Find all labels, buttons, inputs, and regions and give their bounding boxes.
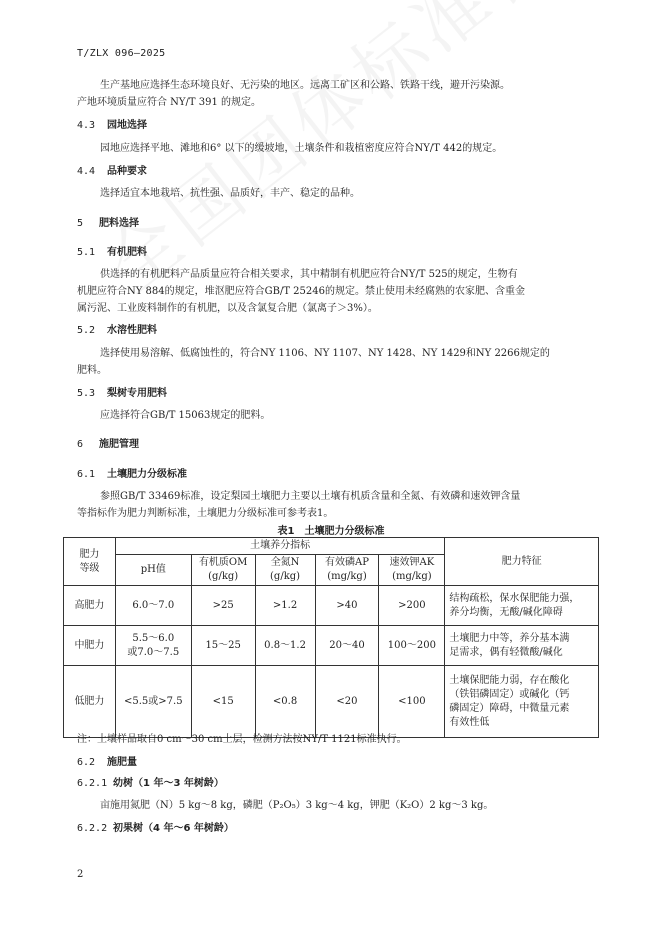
page-number: 2 — [77, 869, 84, 880]
section-5-1-line-2: 机肥应符合NY 884的规定，堆沤肥应符合GB/T 25246的规定。禁止使用未经腐熟的农家肥、含重金 — [77, 286, 525, 297]
intro-line-1: 生产基地应选择生态环境良好、无污染的地区。远离工矿区和公路、铁路干线，避开污染源。 — [100, 80, 510, 91]
intro-line-2: 产地环境质量应符合 NY/T 391 的规定。 — [77, 97, 262, 108]
section-6-1-line-2: 等指标作为肥力判断标准，土壤肥力分级标准可参考表1。 — [77, 508, 334, 519]
table-row: 高肥力 6.0～7.0 >25 >1.2 >40 >200 结构疏松，保水保肥能力强， 养分均衡，无酸/碱化障碍 — [64, 586, 599, 626]
table-caption: 表1 土壤肥力分级标准 — [277, 526, 385, 537]
section-5-2-line-1: 选择使用易溶解、低腐蚀性的，符合NY 1106、NY 1107、NY 1428、NY 1429和NY 2266规定的 — [100, 348, 550, 359]
table-header-row — [64, 538, 599, 555]
section-4-3-text: 园地应选择平地、滩地和6° 以下的缓坡地，土壤条件和栽植密度应符合NY/T 442的规定。 — [100, 143, 503, 154]
header-ph: pH值 — [115, 555, 191, 586]
section-6-2-2-heading: 6.2.2 初果树（4 年～6 年树龄） — [77, 823, 234, 834]
section-4-3-heading: 4.3 园地选择 — [77, 120, 147, 131]
header-level: 肥力 等级 — [64, 538, 116, 586]
table-row: 中肥力 5.5～6.0 或7.0～7.5 15～25 0.8～1.2 20～40 100～200 土壤肥力中等，养分基本满 足需求，偶有轻微酸/碱化 — [64, 626, 599, 666]
section-5-2-heading: 5.2 水溶性肥料 — [77, 325, 157, 336]
header-ak: 速效钾AK (mg/kg) — [379, 555, 445, 586]
section-6-heading: 6 施肥管理 — [77, 439, 139, 450]
section-6-1-line-1: 参照GB/T 33469标准，设定梨园土壤肥力主要以土壤有机质含量和全氮、有效磷和速效钾含量 — [100, 491, 521, 502]
section-4-4-heading: 4.4 品种要求 — [77, 166, 147, 177]
section-5-2-line-2: 肥料。 — [77, 365, 107, 376]
section-5-1-line-3: 属污泥、工业废料制作的有机肥，以及含氯复合肥（氯离子＞3%）。 — [77, 303, 378, 314]
standard-code: T/ZLX 096—2025 — [77, 48, 166, 59]
section-4-4-text: 选择适宜本地栽培、抗性强、品质好，丰产、稳定的品种。 — [100, 188, 360, 199]
soil-fertility-table — [63, 537, 599, 738]
header-ap: 有效磷AP (mg/kg) — [315, 555, 379, 586]
header-om: 有机质OM (g/kg) — [191, 555, 255, 586]
section-5-heading: 5 肥料选择 — [77, 218, 139, 229]
header-n: 全氮N (g/kg) — [255, 555, 315, 586]
section-6-2-1-heading: 6.2.1 幼树（1 年～3 年树龄） — [77, 778, 224, 789]
section-5-3-heading: 5.3 梨树专用肥料 — [77, 388, 167, 399]
section-6-2-heading: 6.2 施肥量 — [77, 757, 137, 768]
header-group: 土壤养分指标 — [115, 538, 444, 555]
section-5-1-line-1: 供选择的有机肥料产品质量应符合相关要求，其中精制有机肥应符合NY/T 525的规定，生物有 — [100, 269, 518, 280]
section-5-1-heading: 5.1 有机肥料 — [77, 247, 147, 258]
table-note: 注：土壤样品取自0 cm～30 cm土层，检测方法按NY/T 1121标准执行。 — [77, 734, 407, 745]
section-6-2-1-text: 亩施用氮肥（N）5 kg～8 kg，磷肥（P₂O₅）3 kg～4 kg，钾肥（K₂O）2 kg～3 kg。 — [100, 800, 494, 811]
section-5-3-text: 应选择符合GB/T 15063规定的肥料。 — [100, 410, 271, 421]
section-6-1-heading: 6.1 土壤肥力分级标准 — [77, 469, 187, 480]
header-feature: 肥力特征 — [445, 538, 599, 586]
table-row: 低肥力 <5.5或>7.5 <15 <0.8 <20 <100 土壤保肥能力弱，存在酸化 （铁铝磷固定）或碱化（钙 磷固定）障碍，中微量元素 有效性低 — [64, 666, 599, 738]
